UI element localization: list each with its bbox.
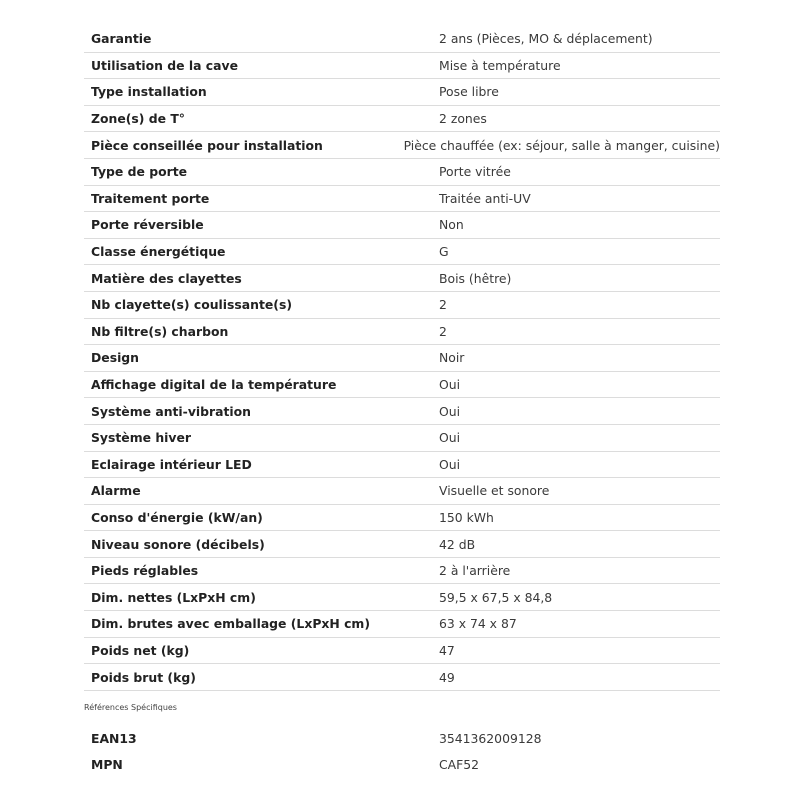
spec-row — [84, 531, 720, 558]
spec-row — [84, 292, 720, 319]
spec-label: Porte réversible — [91, 217, 204, 233]
spec-value: Oui — [439, 456, 461, 472]
spec-row — [84, 212, 720, 239]
spec-label: Système anti-vibration — [91, 403, 251, 419]
spec-row — [84, 398, 720, 425]
spec-value: Visuelle et sonore — [439, 483, 550, 499]
spec-value: 2 zones — [439, 111, 487, 127]
spec-value: 63 x 74 x 87 — [439, 616, 517, 632]
spec-label: MPN — [91, 757, 123, 773]
spec-value: 2 — [439, 323, 447, 339]
spec-value: Noir — [439, 350, 465, 366]
spec-label: Dim. nettes (LxPxH cm) — [91, 589, 256, 605]
spec-value: Bois (hêtre) — [439, 270, 512, 286]
spec-label: Poids net (kg) — [91, 642, 190, 658]
spec-row — [84, 345, 720, 372]
spec-label: Matière des clayettes — [91, 270, 242, 286]
spec-value: 59,5 x 67,5 x 84,8 — [439, 589, 553, 605]
spec-value: Mise à température — [439, 57, 561, 73]
spec-label: Affichage digital de la température — [91, 377, 337, 393]
spec-value: Porte vitrée — [439, 164, 511, 180]
spec-label: Système hiver — [91, 430, 191, 446]
spec-value: Oui — [439, 430, 461, 446]
spec-row — [84, 558, 720, 585]
spec-row — [84, 584, 720, 611]
spec-row — [84, 372, 720, 399]
spec-row — [84, 319, 720, 346]
spec-label: Design — [91, 350, 140, 366]
spec-row — [84, 53, 720, 80]
spec-value: Pièce chauffée (ex: séjour, salle à manger, cuisine) — [403, 137, 720, 153]
spec-label: Nb filtre(s) charbon — [91, 323, 229, 339]
spec-value: CAF52 — [439, 757, 480, 773]
spec-label: Traitement porte — [91, 190, 210, 206]
spec-row — [84, 725, 720, 752]
spec-value: 49 — [439, 669, 455, 685]
spec-value: 2 — [439, 297, 447, 313]
spec-row — [84, 752, 720, 779]
references-section-title: Références Spécifiques — [84, 703, 177, 712]
spec-value: Oui — [439, 377, 461, 393]
spec-label: Alarme — [91, 483, 141, 499]
spec-row — [84, 106, 720, 133]
spec-row — [84, 425, 720, 452]
spec-label: Dim. brutes avec emballage (LxPxH cm) — [91, 616, 370, 632]
specs-table — [84, 26, 720, 691]
spec-value: Non — [439, 217, 464, 233]
spec-label: EAN13 — [91, 730, 137, 746]
spec-label: Conso d'énergie (kW/an) — [91, 509, 263, 525]
spec-value: 2 ans (Pièces, MO & déplacement) — [439, 31, 653, 47]
spec-value: Pose libre — [439, 84, 499, 100]
spec-label: Type installation — [91, 84, 207, 100]
spec-value: 2 à l'arrière — [439, 563, 511, 579]
spec-label: Pieds réglables — [91, 563, 199, 579]
spec-value: 42 dB — [439, 536, 476, 552]
spec-row — [84, 186, 720, 213]
spec-label: Poids brut (kg) — [91, 669, 196, 685]
spec-row — [84, 26, 720, 53]
spec-label: Eclairage intérieur LED — [91, 456, 252, 472]
spec-label: Niveau sonore (décibels) — [91, 536, 265, 552]
spec-row — [84, 611, 720, 638]
spec-row — [84, 79, 720, 106]
spec-label: Pièce conseillée pour installation — [91, 137, 323, 153]
spec-row — [84, 159, 720, 186]
spec-value: 3541362009128 — [439, 730, 542, 746]
spec-label: Nb clayette(s) coulissante(s) — [91, 297, 293, 313]
spec-row — [84, 505, 720, 532]
spec-value: Traitée anti-UV — [439, 190, 531, 206]
spec-value: G — [439, 244, 449, 260]
spec-label: Classe énergétique — [91, 244, 226, 260]
spec-row — [84, 132, 720, 159]
references-table — [84, 725, 720, 778]
spec-label: Utilisation de la cave — [91, 57, 238, 73]
spec-value: 47 — [439, 642, 455, 658]
spec-label: Zone(s) de T° — [91, 111, 185, 127]
spec-row — [84, 638, 720, 665]
spec-row — [84, 452, 720, 479]
spec-value: 150 kWh — [439, 509, 494, 525]
spec-label: Type de porte — [91, 164, 188, 180]
spec-row — [84, 664, 720, 691]
spec-label: Garantie — [91, 31, 152, 47]
spec-row — [84, 239, 720, 266]
spec-row — [84, 265, 720, 292]
spec-row — [84, 478, 720, 505]
spec-value: Oui — [439, 403, 461, 419]
